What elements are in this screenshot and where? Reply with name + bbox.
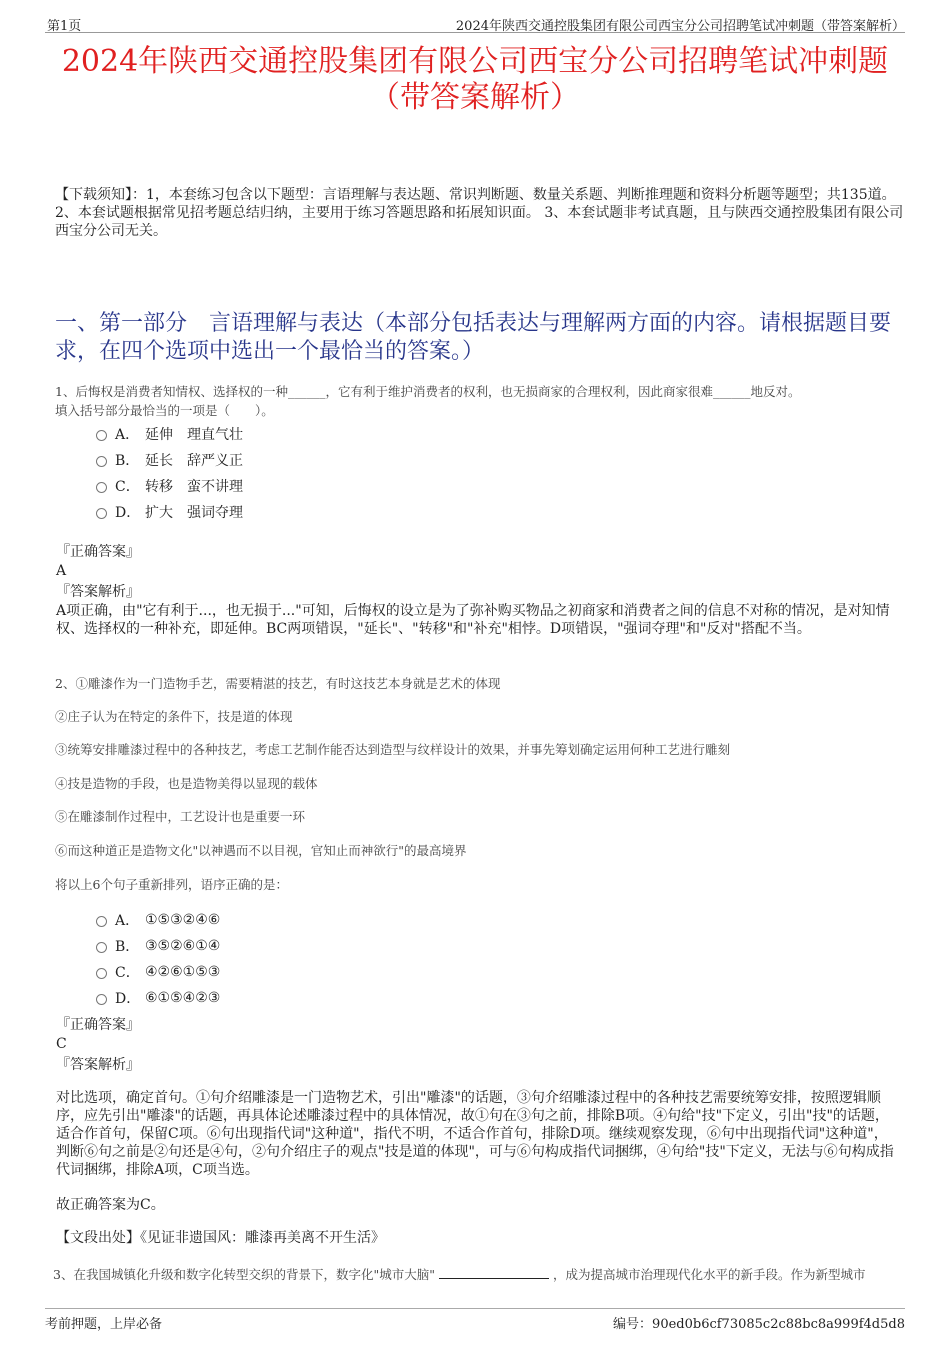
q2-option-c[interactable]: [96, 962, 220, 982]
document-title: 2024年陕西交通控股集团有限公司西宝分公司招聘笔试冲刺题: [61, 44, 889, 79]
option-letter: C．: [115, 965, 140, 981]
q2-line: ④技是造物的手段，也是造物美得以显现的载体: [55, 776, 318, 791]
option-text: 转移 蛮不讲理: [145, 479, 243, 495]
q1-answer: A: [56, 563, 67, 579]
document-subtitle: （带答案解析）: [370, 80, 580, 115]
footer-slogan: 考前押题，上岸必备: [45, 1317, 163, 1332]
radio-icon[interactable]: [96, 456, 107, 467]
q1-analysis-label: 『答案解析』: [56, 584, 140, 600]
footer-divider: [45, 1308, 905, 1309]
header-doc-title: 2024年陕西交通控股集团有限公司西宝分公司招聘笔试冲刺题（带答案解析）: [455, 19, 905, 34]
radio-icon[interactable]: [96, 430, 107, 441]
option-letter: A．: [115, 913, 140, 929]
q2-analysis: 对比选项，确定首句。①句介绍雕漆是一门造物艺术，引出"雕漆"的话题，③句介绍雕漆过程中的各种技艺需要统筹安排，按照逻辑顺序，应先引出"雕漆"的话题，再具体论述雕漆过程中的具体情况，故①句在③句之前，排除B项。④句给"技"下定义，引出"技"的话题，适合作首句，保留C项。⑥句出现指代词"这种道"，指代不明，不适合作首句，排除D项。继续观察发现，⑥句中出现指代词"这种道"，判断⑥句之前是②句还是④句，②句介绍庄子的观点"技是道的体现"，可与⑥句构成指代词捆绑，④句给"技"下定义，无法与⑥句构成指代词捆绑，排除A项，C项当选。: [56, 1090, 894, 1178]
option-text: ①⑤③②④⑥: [145, 912, 221, 928]
q2-option-a[interactable]: [96, 910, 220, 930]
q3-stem-part: ，成为提高城市治理现代化水平的新手段。作为新型城市: [552, 1267, 866, 1282]
option-text: 延伸 理直气壮: [145, 427, 243, 443]
option-text: 扩大 强词夺理: [145, 505, 243, 521]
radio-icon[interactable]: [96, 942, 107, 953]
answer-blank: [439, 1266, 549, 1279]
q3-stem-part: 3、在我国城镇化升级和数字化转型交织的背景下，数字化"城市大脑": [53, 1267, 435, 1282]
q2-prompt: 将以上6个句子重新排列，语序正确的是：: [55, 877, 288, 892]
option-text: ④②⑥①⑤③: [145, 964, 221, 980]
q2-analysis-label: 『答案解析』: [56, 1057, 140, 1073]
option-text: 延长 辞严义正: [145, 453, 243, 469]
q2-option-d[interactable]: [96, 988, 220, 1008]
section-heading: 一、第一部分 言语理解与表达（本部分包括表达与理解两方面的内容。请根据题目要求，在四个选项中选出一个最恰当的答案。）: [55, 311, 892, 364]
q2-line: ⑤在雕漆制作过程中，工艺设计也是重要一环: [55, 809, 306, 824]
q1-correct-label: 『正确答案』: [56, 544, 140, 560]
question-3-stem: [53, 1265, 903, 1284]
option-text: ③⑤②⑥①④: [145, 938, 221, 954]
option-letter: D．: [115, 505, 141, 521]
radio-icon[interactable]: [96, 968, 107, 979]
q2-answer: C: [56, 1036, 67, 1052]
q2-source: 【文段出处】《见证非遗国风：雕漆再美离不开生活》: [56, 1230, 385, 1246]
option-letter: A．: [115, 427, 140, 443]
q1-option-b[interactable]: [96, 450, 243, 470]
option-text: ⑥①⑤④②③: [145, 990, 221, 1006]
q2-line: ⑥而这种道正是造物文化"以神遇而不以目视，官知止而神欲行"的最高境界: [55, 843, 467, 858]
q1-option-c[interactable]: [96, 476, 243, 496]
q1-option-d[interactable]: [96, 502, 243, 522]
option-letter: C．: [115, 479, 140, 495]
option-letter: D．: [115, 991, 141, 1007]
page-number: 第1页: [47, 19, 82, 34]
question-1-stem: 1、后悔权是消费者知情权、选择权的一种______，它有利于维护消费者的权利，也无损商家的合理权利，因此商家很难______地反对。: [55, 384, 801, 399]
radio-icon[interactable]: [96, 482, 107, 493]
radio-icon[interactable]: [96, 508, 107, 519]
question-1-prompt: 填入括号部分最恰当的一项是（ ）。: [55, 403, 274, 418]
q1-analysis: A项正确，由"它有利于...，也无损于..."可知，后悔权的设立是为了弥补购买物品之初商家和消费者之间的信息不对称的情况，是对知情权、选择权的一种补充，即延伸。BC两项错误，"延长"、"转移"和"补充"相悖。D项错误，"强词夺理"和"反对"搭配不当。: [56, 603, 890, 637]
q2-line: ②庄子认为在特定的条件下，技是道的体现: [55, 709, 293, 724]
q1-option-a[interactable]: [96, 424, 243, 444]
document-id: 编号：90ed0b6cf73085c2c88bc8a999f4d5d8: [613, 1317, 905, 1332]
option-letter: B．: [115, 453, 140, 469]
q2-conclusion: 故正确答案为C。: [56, 1197, 165, 1213]
q2-line: 2、①雕漆作为一门造物手艺，需要精湛的技艺，有时这技艺本身就是艺术的体现: [55, 676, 501, 691]
header-divider: [45, 32, 905, 33]
option-letter: B．: [115, 939, 140, 955]
q2-line: ③统筹安排雕漆过程中的各种技艺，考虑工艺制作能否达到造型与纹样设计的效果，并事先筹划确定运用何种工艺进行雕刻: [55, 742, 731, 757]
radio-icon[interactable]: [96, 916, 107, 927]
q2-correct-label: 『正确答案』: [56, 1017, 140, 1033]
q2-option-b[interactable]: [96, 936, 220, 956]
download-notice: 【下载须知】：1，本套练习包含以下题型：言语理解与表达题、常识判断题、数量关系题、判断推理题和资料分析题等题型；共135道。 2、本套试题根据常见招考题总结归纳，主要用于练习答题思路和拓展知识面。 3、本套试题非考试真题，且与陕西交通控股集团有限公司西宝分公司无关。: [55, 187, 904, 239]
radio-icon[interactable]: [96, 994, 107, 1005]
